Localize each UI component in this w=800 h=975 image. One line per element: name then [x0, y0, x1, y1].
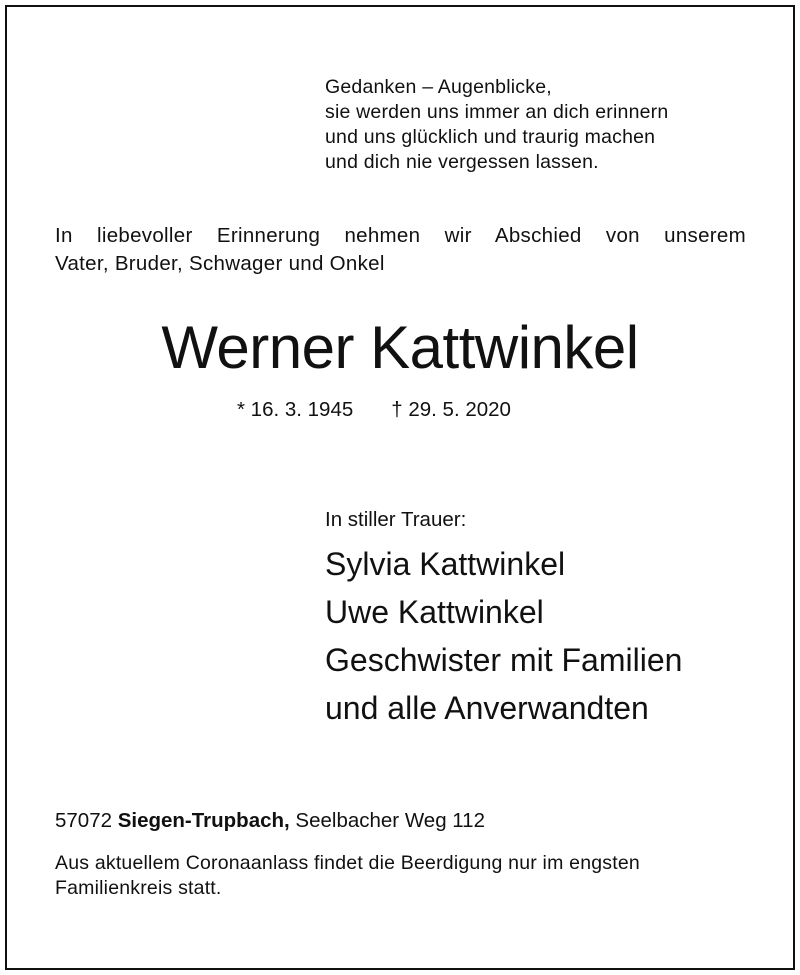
mourner-name: Uwe Kattwinkel: [325, 594, 544, 630]
farewell-text: [55, 222, 746, 278]
mourner-name: Geschwister mit Familien: [325, 642, 683, 678]
mourner-name: und alle Anverwandten: [325, 690, 649, 726]
poem: [325, 75, 668, 175]
funeral-note-line: Familienkreis statt.: [55, 877, 222, 899]
address: [55, 807, 485, 835]
address-city: Siegen-Trupbach,: [117, 809, 290, 832]
deceased-name: Werner Kattwinkel: [161, 314, 639, 381]
funeral-note-line: Aus aktuellem Coronaanlass findet die Beerdigung nur im engsten: [55, 852, 640, 874]
farewell-line: In liebevoller Erinnerung nehmen wir Abschied von unserem: [55, 224, 746, 247]
poem-line: und dich nie vergessen lassen.: [325, 151, 599, 173]
life-dates: [237, 396, 511, 424]
poem-line: Gedanken – Augenblicke,: [325, 76, 552, 98]
birth-date: * 16. 3. 1945: [237, 398, 354, 421]
farewell-line: Vater, Bruder, Schwager und Onkel: [55, 252, 385, 275]
poem-line: sie werden uns immer an dich erinnern: [325, 101, 669, 123]
mourner-name: Sylvia Kattwinkel: [325, 546, 566, 582]
address-street: Seelbacher Weg 112: [295, 809, 485, 832]
address-zip: 57072: [55, 809, 113, 832]
death-date: † 29. 5. 2020: [391, 398, 511, 421]
funeral-note: [55, 851, 755, 901]
mourners-label: In stiller Trauer:: [325, 508, 467, 531]
poem-line: und uns glücklich und traurig machen: [325, 126, 656, 148]
mourners-list: [325, 540, 682, 732]
